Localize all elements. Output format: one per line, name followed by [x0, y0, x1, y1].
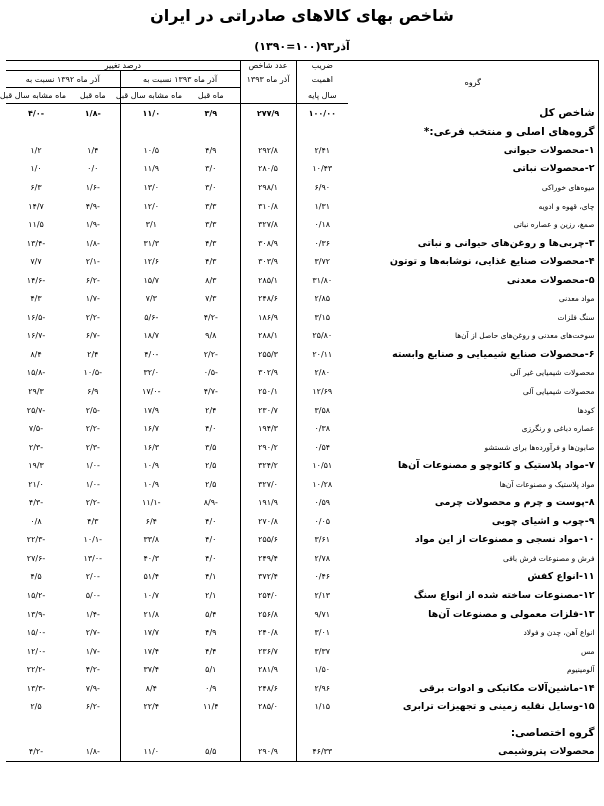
change-1393-prev-month-cell: ۱۱/۴	[203, 702, 219, 712]
change-1392-same-month-cell: -۷/۵	[28, 424, 44, 434]
change-1393-same-month-cell: ۱۷/۷	[120, 623, 182, 642]
change-1392-same-month-cell: -۲/۳	[28, 442, 44, 452]
group-name-cell: ۹-چوب و اشیای چوبی	[348, 512, 598, 531]
change-1393-prev-month-cell: ۳/۳	[205, 220, 217, 230]
change-1393-same-month-cell: ۴۰/۳	[120, 549, 182, 568]
export-price-index-table	[0, 60, 599, 762]
table-row	[6, 178, 598, 197]
change-1393-prev-month-cell: ۴/۹	[205, 628, 217, 638]
change-1392-prev-month-cell: -۶/۲	[85, 702, 100, 712]
index-cell: ۲۵۵/۳	[240, 345, 296, 364]
table-row	[6, 104, 598, 123]
change-1393-prev-month-cell: ۴/۳	[205, 257, 217, 267]
weight-cell: ۳۱/۸۰	[296, 271, 348, 290]
change-1393-prev-month-cell: ۴/۰	[205, 535, 217, 545]
change-1392-prev-month-cell: ۲/۴	[87, 349, 99, 359]
index-cell: ۳۰۳/۹	[240, 252, 296, 271]
prev-month-1392-header: ماه قبل	[66, 88, 120, 104]
weight-cell: ۳/۶۱	[296, 531, 348, 550]
change-1392-prev-month-cell: -۱/۰	[85, 461, 100, 471]
index-cell: ۲۷۷/۹	[240, 104, 296, 123]
index-cell: ۳۱۰/۸	[240, 197, 296, 216]
weight-cell: ۹/۷۱	[296, 605, 348, 624]
change-1392-same-month-cell: -۱۵/۰	[26, 628, 46, 638]
change-1393-prev-month-cell: ۵/۵	[182, 743, 240, 762]
change-1393-same-month-cell: -۱۱/۱	[120, 493, 182, 512]
page-subtitle: آذر۹۳(۱۰۰=۱۳۹۰)	[254, 40, 350, 53]
weight-cell: ۳/۱۵	[296, 308, 348, 327]
index-cell	[240, 724, 296, 743]
group-name-cell: صابون‌ها و فرآورده‌ها برای شستشو	[348, 438, 598, 457]
change-1392-same-month-cell: -۴/۲	[6, 743, 66, 762]
table-row	[6, 743, 598, 762]
table-row	[6, 345, 598, 364]
group-name-cell: ۲-محصولات نباتی	[348, 160, 598, 179]
change-1392-prev-month-cell: -۲/۵	[85, 405, 100, 415]
index-cell: ۲۵۰/۱	[240, 382, 296, 401]
change-1392-same-month-cell: -۲۲/۳	[26, 535, 46, 545]
weight-cell: ۰/۴۶	[296, 568, 348, 587]
index-cell	[240, 123, 296, 142]
index-cell: ۲۴۸/۶	[240, 679, 296, 698]
change-1393-same-month-cell: ۳۲/۰	[120, 364, 182, 383]
table-row	[6, 679, 598, 698]
change-1393-same-month-cell: ۱۰/۹	[120, 475, 182, 494]
weight-header-line3: سال پایه	[296, 88, 348, 104]
change-1393-same-month-cell: ۳/۱	[120, 215, 182, 234]
change-1392-same-month-cell: -۴/۰	[28, 108, 45, 118]
weight-cell: ۲۵/۸۰	[296, 327, 348, 346]
change-1392-same-month-cell: ۷/۷	[30, 257, 42, 267]
table-row	[6, 401, 598, 420]
change-1393-same-month-cell: -۱۷/۰	[120, 382, 182, 401]
change-1393-prev-month-cell: -۲/۲	[203, 349, 218, 359]
table-row	[6, 456, 598, 475]
change-1393-same-month-cell: ۷/۳	[120, 289, 182, 308]
table-row	[6, 531, 598, 550]
change-1392-same-month-cell: ۲۱/۰	[28, 479, 44, 489]
change-1392-prev-month-cell: ۱/۴	[87, 145, 99, 155]
change-1392-prev-month-cell: -۱/۹	[85, 220, 100, 230]
change-1392-prev-month-cell: -۲/۲	[85, 498, 100, 508]
group-name-cell: ۴-محصولات صنایع غذایی، نوشابه‌ها و توتون	[348, 252, 598, 271]
change-1393-same-month-cell: ۱۲/۰	[120, 197, 182, 216]
change-1393-same-month-cell: ۱۰/۷	[120, 586, 182, 605]
table-row	[6, 289, 598, 308]
change-1393-prev-month-cell: ۳/۰	[205, 164, 217, 174]
weight-cell: ۰/۱۸	[296, 215, 348, 234]
group-name-cell: مواد معدنی	[348, 289, 598, 308]
group-column-header: گروه	[348, 61, 598, 104]
change-1393-prev-month-cell: ۴/۳	[205, 238, 217, 248]
weight-cell: ۳/۰۱	[296, 623, 348, 642]
change-1393-same-month-cell: ۲۲/۴	[120, 698, 182, 717]
table-row	[6, 271, 598, 290]
change-1393-same-month-cell: ۱۶/۳	[120, 438, 182, 457]
index-cell: ۲۵۴/۰	[240, 586, 296, 605]
group-name-cell: صمغ، رزین و عصاره نباتی	[348, 215, 598, 234]
change-1392-same-month-cell: -۴/۳	[28, 498, 44, 508]
group-name-cell: ۱۰-مواد نسجی و مصنوعات از این مواد	[348, 531, 598, 550]
change-1392-prev-month-cell: -۱/۸	[84, 108, 101, 118]
group-name-cell: کودها	[348, 401, 598, 420]
weight-cell: ۰/۵۹	[296, 493, 348, 512]
table-row	[6, 642, 598, 661]
change-1393-same-month-cell: ۱۵/۷	[120, 271, 182, 290]
table-row	[6, 123, 598, 142]
change-1393-prev-month-cell: ۳/۵	[205, 442, 217, 452]
index-cell: ۱۸۶/۹	[240, 308, 296, 327]
prev-month-1393-header: ماه قبل	[182, 88, 240, 104]
weight-header-line1: ضریب	[296, 61, 348, 71]
weight-cell: ۶/۹۰	[296, 178, 348, 197]
change-1392-same-month-cell: ۰/۸	[30, 516, 42, 526]
change-1392-same-month-cell	[6, 724, 66, 743]
weight-cell: ۱/۵۰	[296, 660, 348, 679]
change-1393-same-month-cell: ۱۷/۹	[120, 401, 182, 420]
weight-cell: ۳/۷۲	[296, 252, 348, 271]
table-row	[6, 660, 598, 679]
change-1392-prev-month-cell: -۲/۲	[85, 424, 100, 434]
group-name-cell: ۷-مواد پلاستیک و کائوچو و مصنوعات آن‌ها	[348, 456, 598, 475]
change-1393-same-month-cell: ۳۳/۸	[120, 531, 182, 550]
weight-cell: ۲/۴۱	[296, 141, 348, 160]
weight-cell: ۰/۰۵	[296, 512, 348, 531]
change-1392-prev-month-cell: -۱/۷	[85, 294, 100, 304]
index-cell: ۲۸۵/۰	[240, 698, 296, 717]
group-name-cell: ۱۴-ماشین‌آلات مکانیکی و ادوات برقی	[348, 679, 598, 698]
table-row	[6, 568, 598, 587]
index-cell: ۲۴۰/۸	[240, 623, 296, 642]
same-month-1392-header: ماه مشابه سال قبل	[6, 88, 66, 104]
change-1393-same-month-cell: ۶/۴	[120, 512, 182, 531]
percent-change-header: درصد تغییر	[6, 61, 240, 71]
change-1392-prev-month-cell: -۱/۸	[66, 743, 120, 762]
change-1392-prev-month-cell: -۲/۳	[85, 442, 100, 452]
change-1392-same-month-cell: -۱۲/۰	[26, 646, 46, 656]
change-1392-prev-month-cell: ۰/۰	[87, 164, 99, 174]
table-row	[6, 327, 598, 346]
change-1392-prev-month-cell: -۱/۶	[85, 182, 100, 192]
group-name-cell: چای، قهوه و ادویه	[348, 197, 598, 216]
change-1393-same-month-cell	[120, 123, 182, 142]
change-1393-prev-month-cell: ۳/۰	[205, 182, 217, 192]
change-1393-prev-month-cell: ۰/۹	[205, 683, 217, 693]
change-1393-same-month-cell: ۸/۴	[120, 679, 182, 698]
change-1393-same-month-cell: ۱۱/۰	[120, 104, 182, 123]
change-1392-same-month-cell: ۱/۲	[30, 145, 42, 155]
change-1393-prev-month-cell: -۴/۲	[203, 312, 218, 322]
group-name-cell: ۱-محصولات حیوانی	[348, 141, 598, 160]
change-1392-prev-month-cell	[66, 724, 120, 743]
change-1393-prev-month-cell: -۴/۷	[203, 386, 218, 396]
change-1393-prev-month-cell: ۷/۳	[205, 294, 217, 304]
change-1393-same-month-cell: ۱۱/۹	[120, 160, 182, 179]
change-1393-same-month-cell: -۴/۰	[120, 345, 182, 364]
group-name-cell: عصاره دباغی و رنگرزی	[348, 419, 598, 438]
change-1393-prev-month-cell: ۴/۹	[205, 145, 217, 155]
change-1393-prev-month-cell: ۴/۰	[205, 424, 217, 434]
change-1392-same-month-cell: -۱۴/۶	[26, 275, 46, 285]
weight-cell: ۲۰/۱۱	[296, 345, 348, 364]
change-1392-same-month-cell: ۱/۰	[30, 164, 42, 174]
index-header-blank	[240, 88, 296, 104]
index-cell: ۲۴۸/۶	[240, 289, 296, 308]
table-row	[6, 308, 598, 327]
change-1392-same-month-cell: -۱۶/۵	[26, 312, 46, 322]
change-1392-same-month-cell: -۱۳/۹	[26, 609, 46, 619]
weight-cell: ۳/۳۷	[296, 642, 348, 661]
change-1393-same-month-cell: ۳۱/۳	[120, 234, 182, 253]
index-cell: ۲۸۸/۱	[240, 327, 296, 346]
index-cell: ۳۲۷/۰	[240, 475, 296, 494]
change-1392-prev-month-cell	[66, 123, 120, 142]
weight-header-line2: اهمیت	[296, 71, 348, 88]
change-1392-prev-month-cell: -۱۰/۱	[83, 535, 103, 545]
group-name-cell: ۵-محصولات معدنی	[348, 271, 598, 290]
group-name-cell: محصولات شیمیایی آلی	[348, 382, 598, 401]
change-1392-same-month-cell: -۱۵/۸	[26, 368, 46, 378]
group-name-cell: انواع آهن، چدن و فولاد	[348, 623, 598, 642]
group-name-cell: میوه‌های خوراکی	[348, 178, 598, 197]
weight-cell: ۱۰/۵۱	[296, 456, 348, 475]
index-cell: ۲۴۹/۴	[240, 549, 296, 568]
change-1393-prev-month-cell: ۹/۸	[205, 331, 217, 341]
change-1393-prev-month-cell: ۴/۰	[205, 553, 217, 563]
weight-cell: ۱/۱۵	[296, 698, 348, 717]
change-1393-prev-month-cell: ۴/۰	[205, 516, 217, 526]
change-1392-prev-month-cell: -۴/۲	[85, 665, 100, 675]
group-name-cell: مواد پلاستیک و مصنوعات آن‌ها	[348, 475, 598, 494]
group-name-cell: ۸-پوست و چرم و محصولات چرمی	[348, 493, 598, 512]
change-1393-same-month-cell: ۱۶/۷	[120, 419, 182, 438]
group-name-cell: ۱۱-انواع کفش	[348, 568, 598, 587]
group-name-cell: ۱۲-مصنوعات ساخته شده از انواع سنگ	[348, 586, 598, 605]
change-1393-prev-month-cell: -۰/۵	[203, 368, 218, 378]
change-1393-same-month-cell: ۳۷/۴	[120, 660, 182, 679]
change-1392-prev-month-cell: -۱۰/۵	[83, 368, 103, 378]
change-1392-same-month-cell: -۲۵/۷	[26, 405, 46, 415]
change-1392-prev-month-cell: -۲/۲	[85, 312, 100, 322]
table-row	[6, 160, 598, 179]
table-row	[6, 698, 598, 717]
change-1392-same-month-cell: -۱۶/۷	[26, 331, 46, 341]
table-row	[6, 475, 598, 494]
table-row	[6, 512, 598, 531]
change-1393-prev-month-cell: ۲/۱	[205, 590, 217, 600]
change-1392-prev-month-cell: -۶/۲	[85, 275, 100, 285]
weight-cell: ۲/۸۰	[296, 364, 348, 383]
table-row	[6, 419, 598, 438]
table-row	[6, 197, 598, 216]
change-1392-prev-month-cell: -۵/۰	[85, 590, 100, 600]
change-1393-prev-month-cell: ۳/۳	[205, 201, 217, 211]
change-1392-prev-month-cell: ۶/۹	[87, 386, 99, 396]
spacer-row	[6, 716, 598, 724]
table-row	[6, 215, 598, 234]
change-1392-same-month-cell: ۴/۳	[30, 294, 42, 304]
table-row	[6, 586, 598, 605]
weight-cell: ۲/۸۵	[296, 289, 348, 308]
change-1392-same-month-cell: ۱۹/۳	[28, 461, 44, 471]
group-name-cell: محصولات پتروشیمی	[348, 743, 598, 762]
index-cell: ۱۹۱/۹	[240, 493, 296, 512]
table-row	[6, 234, 598, 253]
index-cell: ۲۹۰/۹	[240, 743, 296, 762]
weight-cell: ۰/۳۸	[296, 419, 348, 438]
change-1392-same-month-cell: ۶/۳	[30, 182, 42, 192]
change-1392-prev-month-cell: -۱/۷	[85, 646, 100, 656]
weight-cell: ۱۰۰/۰۰	[296, 104, 348, 123]
change-1393-same-month-cell: ۱۸/۷	[120, 327, 182, 346]
change-1392-prev-month-cell: -۴/۹	[85, 201, 100, 211]
table-row	[6, 724, 598, 743]
table-row	[6, 493, 598, 512]
change-1392-same-month-cell: -۱۳/۴	[26, 238, 46, 248]
index-cell: ۲۳۰/۷	[240, 401, 296, 420]
weight-cell: ۱/۳۱	[296, 197, 348, 216]
index-cell: ۱۹۴/۳	[240, 419, 296, 438]
index-cell: ۳۲۴/۲	[240, 456, 296, 475]
weight-cell	[296, 724, 348, 743]
change-1393-prev-month-cell: ۵/۱	[205, 665, 217, 675]
index-cell: ۲۸۰/۵	[240, 160, 296, 179]
change-1392-prev-month-cell: -۲/۷	[85, 628, 100, 638]
change-1393-same-month-cell: ۵۱/۴	[120, 568, 182, 587]
index-cell: ۲۵۶/۸	[240, 605, 296, 624]
change-1392-prev-month-cell: -۱/۸	[85, 238, 100, 248]
change-1392-same-month-cell: ۲۹/۳	[28, 386, 44, 396]
change-1392-same-month-cell: ۴/۵	[30, 572, 42, 582]
change-1392-same-month-cell: -۲۷/۶	[26, 553, 46, 563]
weight-cell: ۲/۹۶	[296, 679, 348, 698]
index-cell: ۲۵۵/۶	[240, 531, 296, 550]
change-1393-same-month-cell: ۱۰/۵	[120, 141, 182, 160]
table-row	[6, 549, 598, 568]
change-1393-same-month-cell: ۱۱/۰	[120, 743, 182, 762]
change-1392-same-month-cell	[6, 123, 66, 142]
weight-cell: ۰/۳۶	[296, 234, 348, 253]
change-1393-prev-month-cell: ۲/۵	[205, 461, 217, 471]
change-1393-same-month-cell	[120, 724, 182, 743]
change-1393-prev-month-cell: ۲/۵	[205, 479, 217, 489]
index-cell: ۲۹۸/۱	[240, 178, 296, 197]
weight-cell: ۲/۱۳	[296, 586, 348, 605]
table-row	[6, 141, 598, 160]
group-name-cell: ۱۵-وسایل نقلیه زمینی و تجهیزات ترابری	[348, 698, 598, 717]
weight-cell: ۱۲/۶۹	[296, 382, 348, 401]
change-1393-prev-month-cell: -۸/۹	[203, 498, 218, 508]
table-row	[6, 252, 598, 271]
change-1392-prev-month-cell: -۲/۰	[85, 572, 100, 582]
change-1392-same-month-cell: -۲۲/۲	[26, 665, 46, 675]
group-name-cell: گروه‌های اصلی و منتخب فرعی:*	[348, 123, 598, 142]
change-1393-same-month-cell: ۱۰/۹	[120, 456, 182, 475]
table-row	[6, 623, 598, 642]
group-name-cell: گروه اختصاصی:	[348, 724, 598, 743]
index-cell: ۲۷۰/۸	[240, 512, 296, 531]
group-name-cell: فرش و مصنوعات فرش بافی	[348, 549, 598, 568]
change-1393-prev-month-cell	[182, 724, 240, 743]
weight-cell: ۴۶/۳۳	[296, 743, 348, 762]
weight-cell: ۲/۷۸	[296, 549, 348, 568]
group-name-cell: ۱۳-فلزات معمولی و مصنوعات آن‌ها	[348, 605, 598, 624]
table-row	[6, 364, 598, 383]
group-name-cell: ۳-چربی‌ها و روغن‌های حیوانی و نباتی	[348, 234, 598, 253]
page-title: شاخص بهای کالاهای صادراتی در ایران	[150, 6, 454, 25]
table-row	[6, 382, 598, 401]
group-name-cell: آلومینیوم	[348, 660, 598, 679]
change-1393-prev-month-cell: ۳/۹	[204, 108, 218, 118]
group-name-cell: محصولات شیمیایی غیر آلی	[348, 364, 598, 383]
change-1392-same-month-cell: ۲/۵	[30, 702, 42, 712]
change-1392-same-month-cell: ۱۱/۵	[28, 220, 44, 230]
change-1392-same-month-cell: -۱۳/۳	[26, 683, 46, 693]
change-1392-header: آذر ماه ۱۳۹۲ نسبت به	[6, 71, 120, 88]
change-1393-prev-month-cell: ۲/۴	[205, 405, 217, 415]
group-name-cell: ۶-محصولات صنایع شیمیایی و صنایع وابسته	[348, 345, 598, 364]
index-cell: ۲۹۲/۸	[240, 141, 296, 160]
table-row	[6, 438, 598, 457]
change-1392-same-month-cell: -۱۵/۲	[26, 590, 46, 600]
group-name-cell: سوخت‌های معدنی و روغن‌های حاصل از آن‌ها	[348, 327, 598, 346]
index-cell: ۳۰۸/۹	[240, 234, 296, 253]
group-name-cell: مس	[348, 642, 598, 661]
same-month-1393-header: ماه مشابه سال قبل	[120, 88, 182, 104]
index-cell: ۲۳۶/۷	[240, 642, 296, 661]
change-1393-same-month-cell: ۱۲/۶	[120, 252, 182, 271]
change-1393-same-month-cell: -۵/۶	[120, 308, 182, 327]
change-1393-prev-month-cell	[182, 123, 240, 142]
change-1393-same-month-cell: ۲۱/۸	[120, 605, 182, 624]
change-1392-prev-month-cell: -۱/۴	[85, 609, 100, 619]
index-cell: ۳۷۲/۴	[240, 568, 296, 587]
change-1393-prev-month-cell: ۴/۴	[205, 646, 217, 656]
change-1392-prev-month-cell: ۴/۳	[87, 516, 99, 526]
weight-cell	[296, 123, 348, 142]
index-cell: ۳۲۷/۸	[240, 215, 296, 234]
change-1393-same-month-cell: ۱۷/۴	[120, 642, 182, 661]
change-1392-prev-month-cell: -۱۳/۰	[83, 553, 103, 563]
group-name-cell: شاخص کل	[348, 104, 598, 123]
change-1393-same-month-cell: ۱۳/۰	[120, 178, 182, 197]
table-body	[6, 104, 598, 762]
index-header-line2: آذر ماه ۱۳۹۳	[240, 71, 296, 88]
weight-cell: ۳/۵۸	[296, 401, 348, 420]
change-1392-same-month-cell: ۸/۴	[30, 349, 42, 359]
change-1392-prev-month-cell: -۱/۰	[85, 479, 100, 489]
index-cell: ۲۸۵/۱	[240, 271, 296, 290]
change-1392-same-month-cell: ۱۴/۷	[28, 201, 44, 211]
change-1392-prev-month-cell: -۷/۹	[85, 683, 100, 693]
group-name-cell: سنگ فلزات	[348, 308, 598, 327]
index-cell: ۲۹۰/۲	[240, 438, 296, 457]
weight-cell: ۱۰/۴۳	[296, 160, 348, 179]
change-1393-header: آذر ماه ۱۳۹۳ نسبت به	[120, 71, 240, 88]
index-cell: ۳۰۲/۹	[240, 364, 296, 383]
index-header-line1: عدد شاخص	[240, 61, 296, 71]
change-1392-prev-month-cell: -۲/۱	[85, 257, 100, 267]
weight-cell: ۱۰/۲۸	[296, 475, 348, 494]
change-1393-prev-month-cell: ۸/۳	[205, 275, 217, 285]
change-1393-prev-month-cell: ۵/۴	[205, 609, 217, 619]
weight-cell: ۰/۵۴	[296, 438, 348, 457]
table-row	[6, 605, 598, 624]
change-1392-prev-month-cell: -۶/۷	[85, 331, 100, 341]
change-1393-prev-month-cell: ۴/۱	[205, 572, 217, 582]
index-cell: ۲۸۱/۹	[240, 660, 296, 679]
